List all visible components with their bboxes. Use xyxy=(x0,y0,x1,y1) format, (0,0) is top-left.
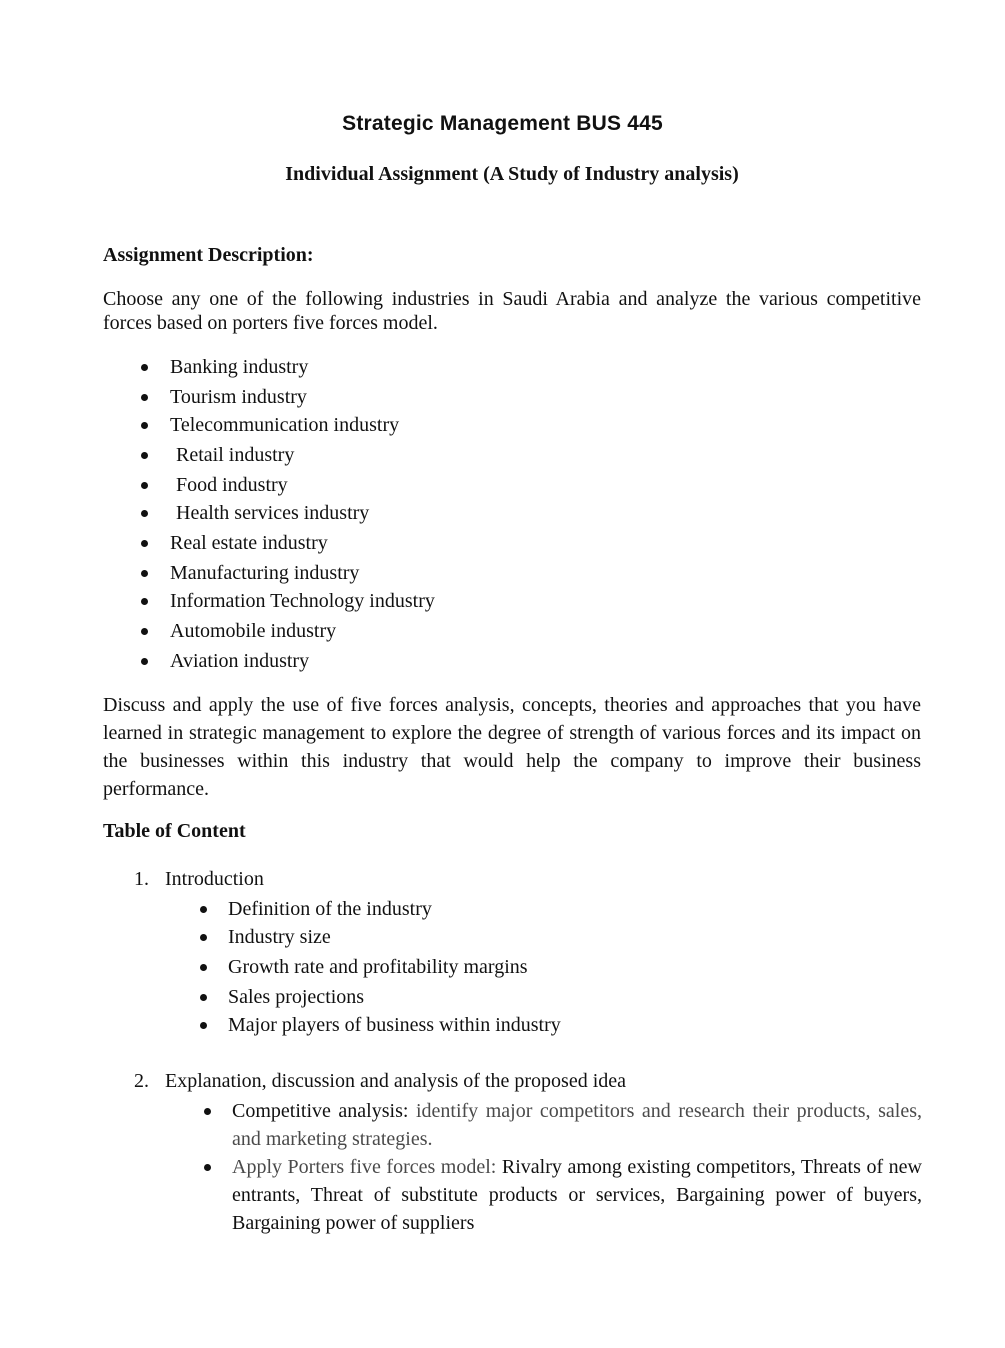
bullet-icon xyxy=(200,906,207,913)
bullet-icon xyxy=(204,1108,211,1115)
bullet-icon xyxy=(141,510,148,517)
toc-number: 2. xyxy=(134,1070,149,1092)
bullet-icon xyxy=(200,934,207,941)
bullet-icon xyxy=(141,570,148,577)
bullet-icon xyxy=(200,1022,207,1029)
bullet-icon xyxy=(141,452,148,459)
bullet-icon xyxy=(141,394,148,401)
document-title: Strategic Management BUS 445 xyxy=(342,112,663,135)
toc-label: Explanation, discussion and analysis of the proposed idea xyxy=(165,1070,627,1092)
bullet-icon xyxy=(141,628,148,635)
bullet-icon xyxy=(141,482,148,489)
intro-paragraph: Choose any one of the following industries in Saudi Arabia and analyze the various competitive forces based on porters five forces model. xyxy=(103,288,921,334)
discussion-paragraph: Discuss and apply the use of five forces analysis, concepts, theories and approaches that you have learned in strategic management to explore the degree of strength of various forces and its impact on the businesses within this industry that would help the company to improve their business performance. xyxy=(103,694,921,800)
competitive-analysis-text: identify major competitors and research their products, sales, and marketing strategies. xyxy=(232,1100,922,1150)
toc-label: Introduction xyxy=(165,868,264,890)
bullet-icon xyxy=(141,364,148,371)
document-page: Strategic Management BUS 445 Individual Assignment (A Study of Industry analysis) Assignment Description: Choose any one of the following industries in Saudi Arabia and analyze the various competitive forces based on porters five forces model. Banking industry Tourism industry Telecommunication industry Retail industry Food industry Health services industry Real estate industry Manufacturing industry Information Technology industry Automobile industry Aviation industry Discuss and apply the use of five forces analysis, concepts, theories and approaches that you have learned in strategic management to explore the degree of strength of various forces and its impact on the businesses within this industry that would help the company to improve their business performance. Table of Content 1. Introduction Definition of the industry Industry size Growth rate and profitability margins Sales projections Major players of business within industry 2. Explanation, discussion and analysis of the proposed idea Competitive analysis: identify major competitors and research their products, sales, and marketing strategies. Apply Porters five forces model: Rivalry among existing competitors, Threats of new entrants, Threat of substitute products or services, Bargaining power of buyers, Bargaining power of suppliers xyxy=(0,0,1005,1348)
porters-model-text: Rivalry among existing competitors, Threats of new entrants, Threat of substitute products or services, Bargaining power of buyers, Bargaining power of suppliers xyxy=(232,1156,922,1234)
bullet-icon xyxy=(141,540,148,547)
bullet-icon xyxy=(141,422,148,429)
toc-number: 1. xyxy=(134,868,149,890)
assignment-description-heading: Assignment Description: xyxy=(103,244,314,266)
bullet-icon xyxy=(141,658,148,665)
bullet-icon xyxy=(204,1164,211,1171)
bullet-icon xyxy=(141,598,148,605)
bullet-icon xyxy=(200,964,207,971)
document-subtitle: Individual Assignment (A Study of Industry analysis) xyxy=(285,163,739,185)
porters-model-lead: Apply Porters five forces model: xyxy=(232,1156,497,1178)
competitive-analysis-lead: Competitive analysis: xyxy=(232,1100,409,1122)
table-of-content-heading: Table of Content xyxy=(103,820,246,842)
bullet-icon xyxy=(200,994,207,1001)
